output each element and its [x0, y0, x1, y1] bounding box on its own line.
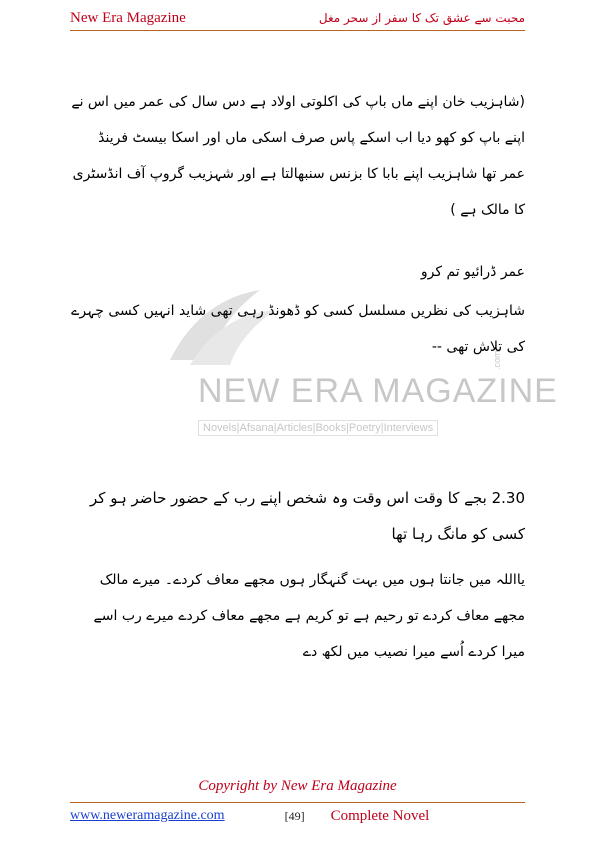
copyright-notice: Copyright by New Era Magazine — [198, 778, 397, 794]
page-footer — [70, 802, 525, 829]
footer-label: Complete Novel — [330, 807, 430, 824]
paragraph-prayer-time: 2.30 بجے کا وقت اس وقت وہ شخص اپنے رب کے حضور حاضر ہو کر کسی کو مانگ رہا تھا — [90, 489, 525, 543]
website-link[interactable]: www.neweramagazine.com — [70, 808, 225, 823]
paragraph-prayer: یااللہ میں جانتا ہوں میں بہت گنہگار ہوں مجھے معاف کردے۔ میرے مالک مجھے معاف کردے تو رحیم ہے تو کریم ہے مجھے معاف کردے میرے رب اسے میرا کردے اُسے میرا نصیب میں لکھ دے — [93, 572, 525, 660]
page-number: [49] — [284, 808, 305, 823]
watermark-com: .com — [492, 350, 502, 370]
paragraph-intro: (شاہزیب خان اپنے ماں باپ کی اکلوتی اولاد ہے دس سال کی عمر میں اس نے اپنے باپ کو کھو دیا اب اسکے پاس صرف اسکی ماں اور اسکا بیسٹ فرینڈ عمر تھا شاہزیب اپنے بابا کا بزنس سنبھالتا ہے اور شہزیب گروپ آف انڈسٹری کا مالک ہے ) — [71, 94, 525, 218]
page-header — [70, 6, 525, 31]
paragraph-search: شاہزیب کی نظریں مسلسل کسی کو ڈھونڈ رہی تھی شاید انہیں کسی چہرے کی تلاش تھی -- — [71, 303, 525, 355]
magazine-name: New Era Magazine — [70, 9, 186, 26]
novel-title: محبت سے عشق تک کا سفر از سحر مغل — [318, 11, 525, 25]
watermark-subtitle: Novels|Afsana|Articles|Books|Poetry|Interviews — [198, 420, 438, 436]
paragraph-dialogue: عمر ڈرائیو تم کرو — [420, 264, 525, 280]
watermark-title: NEW ERA MAGAZINE — [198, 372, 558, 410]
